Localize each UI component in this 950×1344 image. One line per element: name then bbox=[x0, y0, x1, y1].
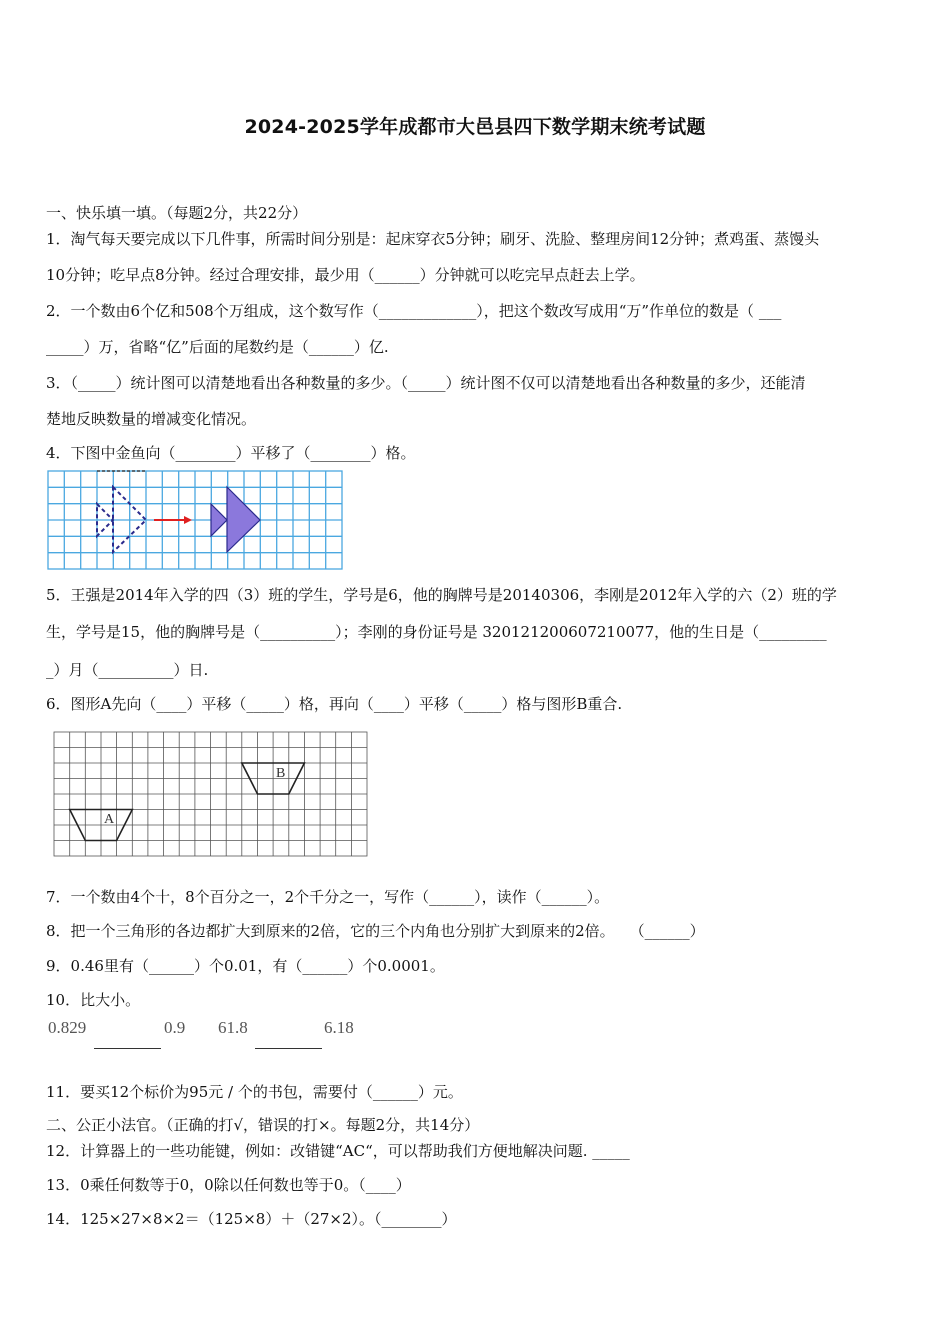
question-11: 11．要买12个标价为95元 / 个的书包，需要付（______）元。 bbox=[46, 1083, 463, 1101]
question-1-line-1: 1．淘气每天要完成以下几件事，所需时间分别是：起床穿衣5分钟；刷牙、洗脸、整理房间12分钟；煮鸡蛋、蒸馒头 bbox=[46, 230, 820, 248]
compare-1-left: 0.829 bbox=[48, 1018, 87, 1037]
page-title: 2024-2025学年成都市大邑县四下数学期末统考试题 bbox=[244, 116, 706, 138]
question-5-line-3: _）月（__________）日. bbox=[46, 661, 209, 679]
question-5-line-2: 生，学号是15，他的胸牌号是（__________）；李刚的身份证号是 320121200607210077，他的生日是（_________ bbox=[46, 623, 827, 641]
question-3-line-1: 3．（_____）统计图可以清楚地看出各种数量的多少。（_____）统计图不仅可以清楚地看出各种数量的多少，还能清 bbox=[46, 374, 806, 392]
question-10: 10．比大小。 bbox=[46, 991, 141, 1009]
label-b: B bbox=[276, 766, 286, 781]
question-5-line-1: 5．王强是2014年入学的四（3）班的学生，学号是6，他的胸牌号是20140306，李刚是2012年入学的六（2）班的学 bbox=[46, 586, 837, 604]
label-a: A bbox=[104, 812, 115, 827]
question-9: 9．0.46里有（______）个0.01，有（______）个0.0001。 bbox=[46, 957, 445, 975]
compare-1-right: 0.9 bbox=[164, 1018, 186, 1037]
compare-1-blank[interactable] bbox=[94, 1048, 161, 1049]
question-13: 13．0乘任何数等于0，0除以任何数也等于0。（____） bbox=[46, 1176, 411, 1194]
compare-2-left: 61.8 bbox=[218, 1018, 248, 1037]
question-3-line-2: 楚地反映数量的增减变化情况。 bbox=[46, 410, 257, 428]
compare-2-right: 6.18 bbox=[324, 1018, 354, 1037]
question-12: 12．计算器上的一些功能键，例如：改错键“AC“，可以帮助我们方便地解决问题. _____ bbox=[46, 1142, 630, 1160]
question-14: 14．125×27×8×2＝（125×8）＋（27×2）。（________） bbox=[46, 1210, 457, 1228]
question-7: 7．一个数由4个十，8个百分之一，2个千分之一，写作（______），读作（______）。 bbox=[46, 888, 610, 906]
goldfish-grid-figure bbox=[46, 468, 346, 572]
moved-fish-solid bbox=[211, 487, 260, 552]
gray-grid bbox=[54, 732, 367, 856]
blue-grid bbox=[48, 471, 342, 569]
section-1-heading: 一、快乐填一填。（每题2分，共22分） bbox=[46, 204, 308, 222]
translation-arrow bbox=[154, 516, 192, 524]
question-1-line-2: 10分钟；吃早点8分钟。经过合理安排，最少用（______）分钟就可以吃完早点赶去上学。 bbox=[46, 266, 645, 284]
section-2-heading: 二、公正小法官。（正确的打√，错误的打×。每题2分，共14分） bbox=[46, 1116, 480, 1134]
trapezoid-grid-figure bbox=[52, 730, 370, 860]
question-4: 4．下图中金鱼向（________）平移了（________）格。 bbox=[46, 444, 416, 462]
compare-2-blank[interactable] bbox=[255, 1048, 322, 1049]
question-8: 8．把一个三角形的各边都扩大到原来的2倍，它的三个内角也分别扩大到原来的2倍。 （______） bbox=[46, 922, 705, 940]
question-2-line-2: _____）万，省略“亿”后面的尾数约是（______）亿. bbox=[46, 338, 389, 356]
question-2-line-1: 2．一个数由6个亿和508个万组成，这个数写作（_____________），把这个数改写成用“万”作单位的数是（ ___ bbox=[46, 302, 782, 320]
question-6: 6．图形A先向（____）平移（_____）格，再向（____）平移（_____）格与图形B重合. bbox=[46, 695, 623, 713]
